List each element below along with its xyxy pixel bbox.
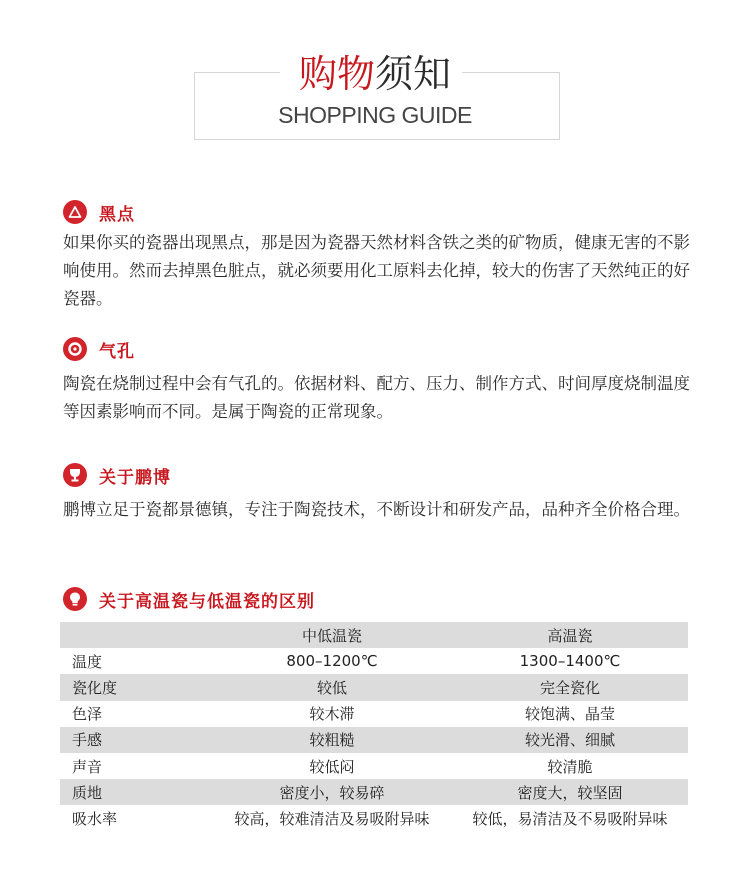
section-black-spots-text: 如果你买的瓷器出现黑点，那是因为瓷器天然材料含铁之类的矿物质，健康无害的不影响使用。然而去掉黑色脏点，就必须要用化工原料去化掉，较大的伤害了天然纯正的好瓷器。 (63, 233, 690, 308)
table-cell: 吸水率 (72, 809, 118, 828)
section-black-spots-heading (63, 200, 135, 224)
table-cell: 较光滑、细腻 (524, 731, 615, 750)
table-cell: 温度 (72, 652, 103, 671)
table-row (60, 779, 688, 805)
section-title: 黑点 (99, 204, 135, 225)
table-cell: 质地 (72, 783, 103, 802)
warning-triangle-icon (63, 200, 87, 224)
comparison-table (60, 622, 688, 832)
table-header-cell: 高温瓷 (547, 626, 593, 645)
table-cell: 密度小，较易碎 (279, 783, 385, 802)
ring-target-icon (63, 337, 87, 361)
table-cell: 800–1200℃ (286, 652, 378, 671)
table-row (60, 805, 688, 831)
table-cell: 1300–1400℃ (519, 652, 621, 671)
section-title: 关于鹏博 (99, 467, 171, 488)
table-cell: 较低闷 (309, 757, 355, 776)
table-cell: 较清脆 (547, 757, 593, 776)
table-row (60, 753, 688, 779)
section-about-heading (63, 463, 171, 487)
table-cell: 较高，较难清洁及易吸附异味 (234, 809, 430, 828)
table-row (60, 701, 688, 727)
trophy-icon (63, 463, 87, 487)
table-cell: 较低 (316, 678, 347, 697)
section-title: 关于高温瓷与低温瓷的区别 (99, 591, 315, 612)
table-header-row (60, 622, 688, 648)
section-pores-heading (63, 337, 135, 361)
table-cell: 密度大，较坚固 (517, 783, 623, 802)
table-row (60, 648, 688, 674)
table-header-cell (60, 622, 212, 648)
page-subtitle: SHOPPING GUIDE (278, 102, 472, 128)
lightbulb-icon (63, 587, 87, 611)
table-row (60, 727, 688, 753)
table-cell: 完全瓷化 (539, 678, 600, 697)
table-header-cell: 中低温瓷 (301, 626, 362, 645)
title-red-part: 购物 (298, 52, 375, 96)
table-cell: 声音 (72, 757, 103, 776)
title-dark-part: 须知 (375, 52, 452, 96)
section-about-text: 鹏博立足于瓷都景德镇，专注于陶瓷技术，不断设计和研发产品，品种齐全价格合理。 (63, 500, 690, 519)
table-cell: 手感 (72, 731, 103, 750)
table-row (60, 674, 688, 700)
table-cell: 色泽 (72, 705, 103, 724)
section-difference-heading (63, 587, 315, 611)
page-title (0, 52, 750, 96)
table-cell: 瓷化度 (72, 678, 118, 697)
section-title: 气孔 (99, 341, 135, 362)
table-cell: 较木滞 (309, 705, 355, 724)
section-pores-text: 陶瓷在烧制过程中会有气孔的。依据材料、配方、压力、制作方式、时间厚度烧制温度等因素影响而不同。是属于陶瓷的正常现象。 (63, 374, 690, 421)
table-cell: 较粗糙 (309, 731, 355, 750)
table-cell: 较饱满、晶莹 (524, 705, 615, 724)
table-cell: 较低，易清洁及不易吸附异味 (472, 809, 668, 828)
